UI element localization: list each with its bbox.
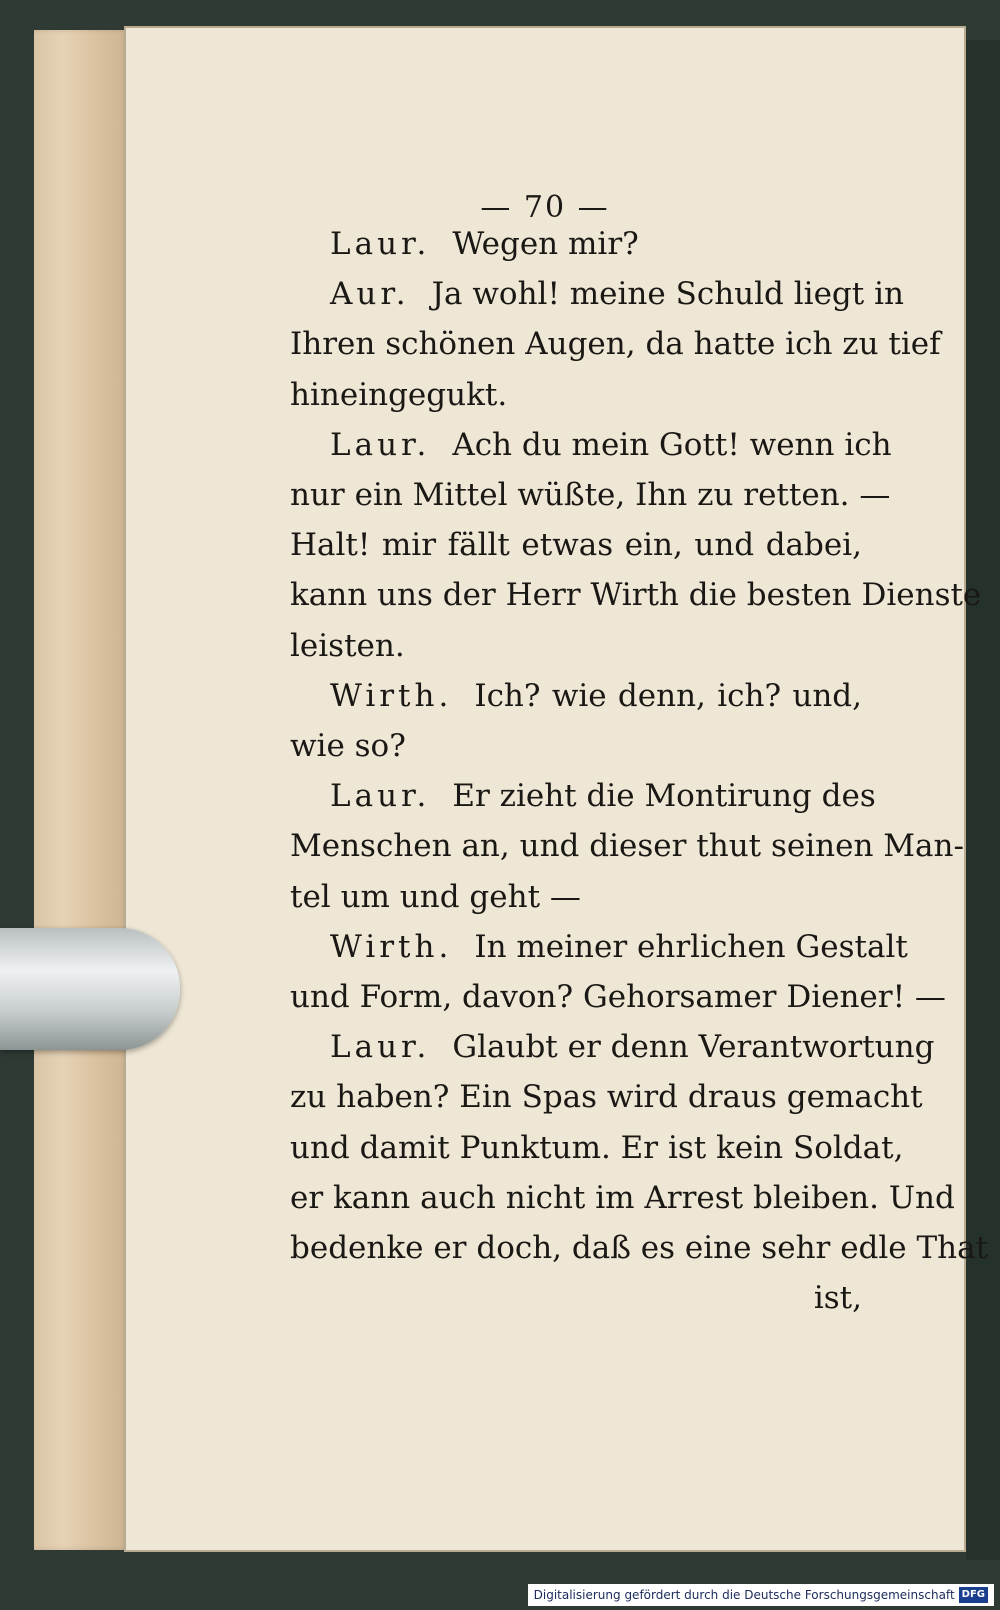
text-line [290,375,862,415]
text-line [330,224,862,264]
text-line [290,1228,989,1268]
line-text: Ihren schönen Augen, da hatte ich zu tief [290,326,941,363]
text-line [290,525,862,565]
footer-text: Digitalisierung gefördert durch die Deutsche Forschungsgemeinschaft [533,1588,955,1602]
speaker-label: Wirth. [330,928,453,965]
line-text: Wegen mir? [452,226,639,262]
page-edge [34,30,129,1550]
speaker-label: Laur. [330,226,431,262]
book-cover-edge [966,40,1000,1560]
speaker-label: Wirth. [330,677,453,714]
line-text: Er zieht die Montirung des [452,778,876,815]
line-text: Halt! mir fällt etwas ein, und dabei, [290,527,862,564]
text-line [290,1077,923,1117]
line-text: Ach du mein Gott! wenn ich [452,426,892,463]
text-line [290,726,862,766]
speaker-label: Laur. [330,426,431,463]
text-line [330,425,892,465]
line-text: er kann auch nicht im Arrest bleiben. Und [290,1179,955,1216]
text-line [330,776,876,816]
speaker-label: Laur. [330,1029,431,1066]
text-line [290,977,946,1017]
line-text: Glaubt er denn Verantwortung [452,1029,935,1066]
text-line [290,626,862,666]
line-text: zu haben? Ein Spas wird draus gemacht [290,1079,923,1116]
text-line [290,1178,955,1218]
text-line [290,475,891,515]
line-text: wie so? [290,728,406,764]
text-line [290,1128,904,1168]
line-text: hineingegukt. [290,376,508,413]
text-line [330,927,908,967]
text-line [290,877,862,917]
text-line [330,676,862,716]
text-line [330,274,904,314]
catchword: ist, [813,1280,862,1317]
line-text: kann uns der Herr Wirth die besten Dienste [290,577,982,614]
line-text: Ja wohl! meine Schuld liegt in [431,276,904,313]
line-text: nur ein Mittel wüßte, Ihn zu retten. — [290,477,891,513]
text-line [290,575,982,615]
footer-credit [528,1584,994,1606]
speaker-label: Laur. [330,778,431,815]
speaker-label: Aur. [330,276,410,313]
line-text: Ich? wie denn, ich? und, [474,677,862,714]
text-line [290,826,964,866]
glass-clip [0,928,180,1050]
text-line [330,1027,935,1067]
line-text: Menschen an, und dieser thut seinen Man- [290,828,964,865]
dfg-logo-icon: DFG [959,1587,988,1603]
line-text: und damit Punktum. Er ist kein Soldat, [290,1129,904,1166]
line-text: In meiner ehrlichen Gestalt [474,928,908,965]
line-text: tel um und geht — [290,878,581,915]
text-line [290,324,941,364]
line-text: und Form, davon? Gehorsamer Diener! — [290,979,946,1015]
line-text: leisten. [290,627,405,664]
line-text: bedenke er doch, daß es eine sehr edle That [290,1230,989,1266]
page-number: — 70 — [480,190,610,225]
